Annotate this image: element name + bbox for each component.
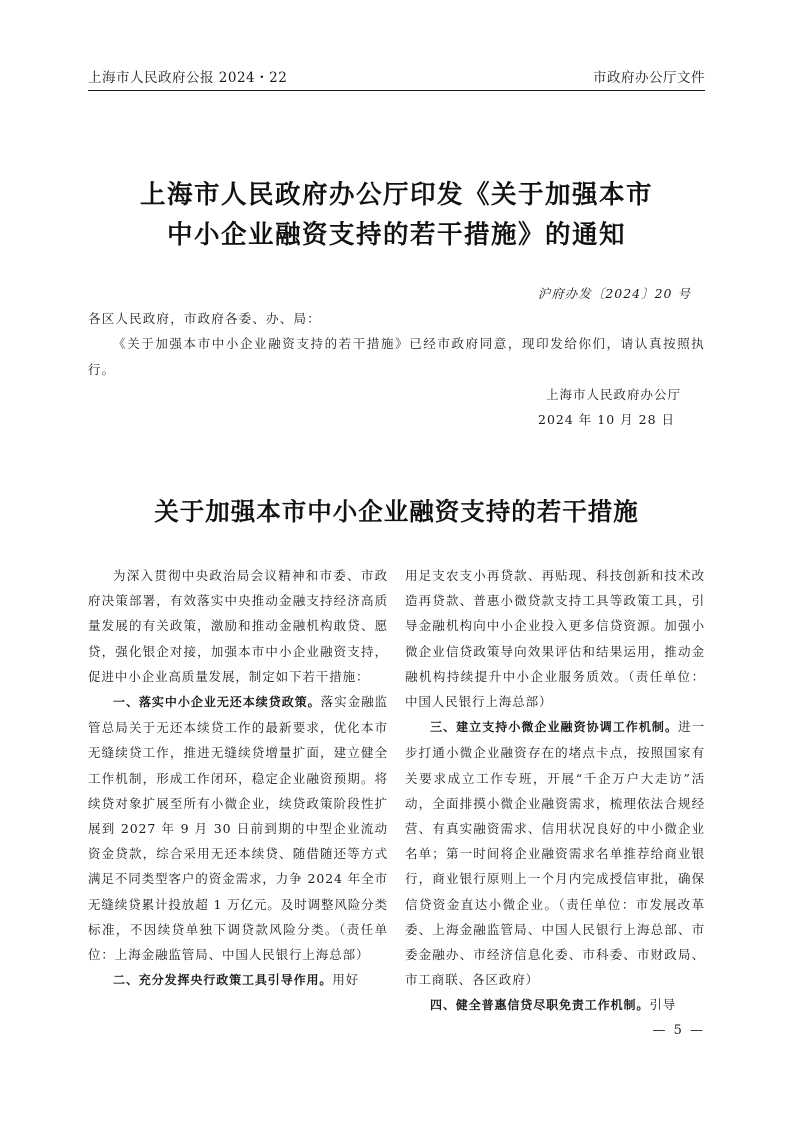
running-head-journal: 上海市人民政府公报 2024・22 [88,70,288,86]
left-column [88,563,388,993]
notice-title-line-1: 上海市人民政府办公厅印发《关于加强本市 [139,180,653,210]
section-4-text-start: 引导 [649,997,677,1013]
section-2-text-start: 用好 [332,972,360,988]
page-number: — 5 — [652,1023,705,1038]
addressee: 各区人民政府，市政府各委、办、局： [88,311,321,326]
document-number: 沪府办发〔2024〕20 号 [537,286,691,301]
section-2-heading: 二、充分发挥央行政策工具引导作用。 [113,973,333,988]
section-3-text: 进一步打通小微企业融资存在的堵点卡点，按照国家有关要求成立工作专班，开展“千企万户大走访”活动，全面排摸小微企业融资需求，梳理依法合规经营、有真实融资需求、信用状况良好的中小微企业名单；第一时间将企业融资需求名单推荐给商业银行，商业银行原则上一个月内完成授信审批，确保信贷资金直达小微企业。（责任单位：市发展改革委、上海金融监管局、中国人民银行上海总部、市委金融办、市经济信息化委、市科委、市财政局、市工商联、各区政府） [405,719,705,988]
section-1-heading: 一、落实中小企业无还本续贷政策。 [113,695,321,710]
section-4-start [405,992,705,1018]
section-1-text: 落实金融监管总局关于无还本续贷工作的最新要求，优化本市无缝续贷工作，推进无缝续贷增量扩面，建立健全工作机制，形成工作闭环，稳定企业融资预期。将续贷对象扩展至所有小微企业，续贷政策阶段性扩展到 2027 年 9 月 30 日前到期的中型企业流动资金贷款，综合采用无还本续贷、随借随还等方式满足不同类型客户的资金需求，力争 2024 年全市无缝续贷累计投放超 1 万亿元。及时调整风险分类标准，不因续贷单独下调贷款风险分类。（责任单位：上海金融监管局、中国人民银行上海总部） [88,694,389,963]
intro-paragraph: 为深入贯彻中央政治局会议精神和市委、市政府决策部署，有效落实中央推动金融支持经济高质量发展的有关政策，激励和推动金融机构敢贷、愿贷，强化银企对接，加强本市中小企业融资支持，促进中小企业高质量发展，制定如下若干措施： [88,568,388,684]
running-head-section: 市政府办公厅文件 [593,70,705,86]
section-2-start [88,967,388,993]
notice-title-line-2: 中小企业融资支持的若干措施》的通知 [166,220,626,250]
section-1 [88,689,388,967]
header-rule [88,90,705,91]
signer: 上海市人民政府办公厅 [545,387,681,402]
measures-title: 关于加强本市中小企业融资支持的若干措施 [154,497,639,526]
right-column [405,563,705,1019]
section-3-heading: 三、建立支持小微企业融资协调工作机制。 [430,720,679,735]
section-3 [405,714,705,992]
notice-body: 《关于加强本市中小企业融资支持的若干措施》已经市政府同意，现印发给你们，请认真按照执行。 [88,336,705,377]
section-2-continued: 用足支农支小再贷款、再贴现、科技创新和技术改造再贷款、普惠小微贷款支持工具等政策工具，引导金融机构向中小企业投入更多信贷资源。加强小微企业信贷政策导向效果评估和结果运用，推动金融机构持续提升中小企业服务质效。（责任单位：中国人民银行上海总部） [405,568,705,710]
sign-date: 2024 年 10 月 28 日 [538,412,675,427]
section-4-heading: 四、健全普惠信贷尽职免责工作机制。 [430,998,650,1013]
